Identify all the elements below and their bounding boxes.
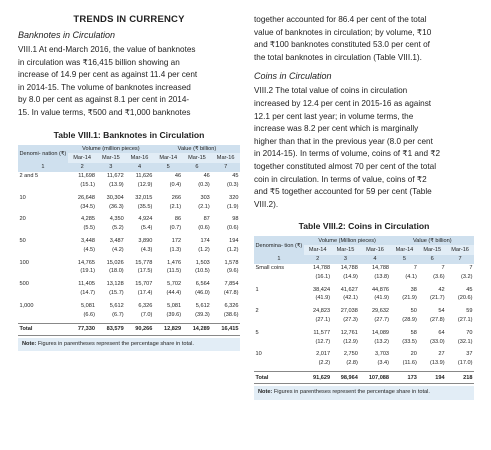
share-cell: (11.5) [166, 268, 182, 275]
share-cell: (3.2) [460, 273, 473, 280]
column-number: 7 [211, 163, 240, 172]
share-cell: (10.5) [195, 268, 210, 275]
value-header: Value (₹ billion) [154, 145, 240, 154]
table-cell: 64 [438, 329, 445, 336]
paragraph-continued [254, 14, 474, 64]
empty-cell [254, 359, 304, 368]
share-cell: (15.1) [80, 182, 95, 189]
share-cell: (11.6) [402, 360, 417, 367]
share-cell: (2.2) [318, 360, 331, 367]
para-line: together constituted almost 70 per cent of the total [254, 161, 437, 171]
note-text: Figures in parentheses represent the percentage share in total. [37, 340, 194, 347]
column-number: 1 [254, 255, 304, 264]
year-header: Mar-15 [332, 245, 360, 255]
table-cell: 194 [229, 238, 239, 245]
table-cell: 4,924 [138, 216, 153, 223]
table-cell: 24,823 [312, 308, 331, 315]
table-cell: 1,503 [195, 259, 210, 266]
table-cell: 45 [466, 286, 473, 293]
table-note [254, 386, 474, 400]
table-cell: 58 [410, 329, 417, 336]
share-cell: (3.4) [377, 360, 390, 367]
table-cell: 5,081 [167, 302, 182, 309]
table-cell: 7 [469, 265, 473, 271]
column-number: 2 [68, 163, 97, 172]
share-cell: (46.0) [195, 290, 210, 297]
table-share-row [254, 294, 474, 303]
share-cell: (32.1) [457, 338, 473, 345]
denomination-header: Denomi- nation (₹) [18, 145, 68, 164]
table-row [18, 301, 240, 310]
table-cell: 4,285 [80, 216, 95, 223]
column-number: 2 [304, 255, 332, 264]
share-cell: (0.6) [198, 225, 210, 232]
coins-table-body [254, 264, 474, 372]
share-cell: (39.3) [195, 311, 210, 318]
share-cell: (38.6) [223, 311, 239, 318]
share-cell: (12.9) [137, 182, 153, 189]
table-cell: 86 [174, 216, 182, 223]
table-cell: 27,038 [340, 308, 358, 315]
table-share-row [18, 224, 240, 233]
year-header: Mar-16 [359, 245, 390, 255]
table-cell: 5,612 [109, 302, 124, 309]
denomination-label: 50 [19, 238, 26, 245]
share-cell: (13.2) [374, 338, 390, 345]
total-cell: 98,964 [332, 372, 360, 384]
para-line: by 8.0 per cent as against 8.1 per cent in 2014- [18, 95, 190, 105]
table-cell: 11,626 [135, 173, 153, 180]
share-cell: (33.5) [402, 338, 417, 345]
table-cell: 5,702 [167, 281, 182, 288]
para-line: in circulation was ₹16,415 billion showing an [18, 57, 180, 67]
table-cell: 3,448 [80, 238, 95, 245]
table-row [18, 193, 240, 202]
table-cell: 32,015 [135, 194, 153, 201]
denomination-header: Denomina- tion (₹) [254, 236, 304, 255]
denomination-label: 2 [255, 308, 259, 315]
share-cell: (0.6) [226, 225, 239, 232]
table-cell: 14,765 [77, 259, 95, 266]
table-cell: 5,081 [80, 302, 95, 309]
share-cell: (33.0) [430, 338, 445, 345]
share-cell: (9.6) [226, 268, 239, 275]
table-cell: 46 [174, 173, 182, 180]
table-cell: 7,854 [224, 281, 239, 288]
share-cell: (16.1) [315, 273, 331, 280]
total-cell: 107,088 [359, 372, 390, 384]
share-cell: (6.7) [112, 311, 124, 318]
table-cell: 38,424 [312, 286, 331, 293]
table-share-row [18, 202, 240, 211]
column-number: 5 [154, 163, 183, 172]
para-line: in 2014-15). In terms of volume, coins of ₹1 and ₹2 [254, 149, 441, 159]
column-number-row [254, 255, 474, 264]
coins-table [254, 236, 474, 384]
paragraph-viii-2 [254, 85, 474, 211]
table-cell: 41,627 [340, 286, 358, 293]
table-cell: 20 [410, 351, 417, 358]
para-line: 12.1 per cent last year; in volume terms, the [254, 111, 414, 121]
table-cell: 15,707 [135, 281, 153, 288]
table-row [18, 172, 240, 181]
table-cell: 45 [232, 173, 239, 180]
table-row [254, 328, 474, 337]
share-cell: (17.0) [457, 360, 473, 367]
empty-cell [254, 337, 304, 346]
table-cell: 30,304 [106, 194, 124, 201]
table-cell: 7 [441, 265, 445, 271]
table-cell: 7 [413, 265, 417, 271]
table-cell: 1,578 [224, 259, 239, 266]
table-cell: 29,632 [371, 308, 390, 315]
total-cell: 91,629 [304, 372, 332, 384]
para-line: and ₹5 together accounted for 59 per cent (Table [254, 187, 432, 197]
table-cell: 4,350 [109, 216, 124, 223]
empty-cell [18, 246, 68, 255]
table-share-row [18, 181, 240, 190]
total-cell: 12,829 [154, 323, 183, 335]
table-header-row [18, 145, 240, 154]
section-title: TRENDS IN CURRENCY [73, 14, 185, 25]
table-cell: 38 [410, 286, 417, 293]
empty-cell [254, 316, 304, 325]
denomination-label: Small coins [255, 265, 285, 271]
table-share-row [18, 310, 240, 319]
share-cell: (4.3) [140, 246, 153, 253]
column-number: 6 [183, 163, 212, 172]
para-line: the total banknotes in circulation (Table VIII.1). [254, 52, 422, 62]
share-cell: (13.9) [109, 182, 124, 189]
para-line: and ₹100 banknotes constituted 53.0 per cent of [254, 40, 430, 50]
para-line: increase was 8.2 per cent which is marginally [254, 124, 419, 134]
empty-cell [254, 294, 304, 303]
share-cell: (15.7) [109, 290, 124, 297]
table-cell: 50 [410, 308, 417, 315]
table-share-row [254, 359, 474, 368]
value-header: Value (₹ billion) [391, 236, 474, 245]
share-cell: (6.6) [83, 311, 95, 318]
table-row [18, 280, 240, 289]
para-line: higher than that in the previous year (8.0 per cent [254, 136, 433, 146]
table-share-row [254, 316, 474, 325]
table-cell: 3,703 [375, 351, 390, 358]
table-row [254, 264, 474, 273]
share-cell: (27.8) [430, 316, 445, 323]
empty-cell [18, 289, 68, 298]
denomination-label: 100 [19, 259, 29, 266]
share-cell: (27.7) [374, 316, 390, 323]
denomination-label: 20 [19, 216, 26, 223]
denomination-label: 10 [255, 351, 262, 358]
column-number: 4 [359, 255, 390, 264]
share-cell: (3.6) [433, 273, 445, 280]
total-cell: 90,266 [125, 323, 154, 335]
para-line: increase of 14.9 per cent as against 11.4 per cent [18, 70, 198, 80]
share-cell: (4.2) [112, 246, 124, 253]
column-number: 6 [418, 255, 446, 264]
table-share-row [18, 246, 240, 255]
share-cell: (5.4) [140, 225, 153, 232]
share-cell: (19.1) [80, 268, 95, 275]
table-cell: 14,089 [371, 329, 390, 336]
column-number: 7 [446, 255, 474, 264]
table-row [254, 307, 474, 316]
share-cell: (5.2) [112, 225, 124, 232]
right-column [254, 0, 474, 400]
table-cell: 3,487 [109, 238, 124, 245]
share-cell: (27.3) [343, 316, 358, 323]
table-cell: 172 [171, 238, 182, 245]
year-header: Mar-14 [391, 245, 419, 255]
year-header: Mar-16 [125, 153, 154, 163]
table-cell: 303 [200, 194, 210, 201]
table-cell: 320 [229, 194, 239, 201]
table-cell: 70 [466, 329, 473, 336]
table-cell: 6,326 [224, 302, 239, 309]
share-cell: (0.3) [198, 182, 210, 189]
para-line: 15. In value terms, ₹500 and ₹1,000 banknotes [18, 107, 191, 117]
share-cell: (4.1) [405, 273, 417, 280]
year-header: Mar-14 [68, 153, 97, 163]
share-cell: (41.9) [374, 295, 390, 302]
total-cell: 83,579 [96, 323, 125, 335]
banknotes-table [18, 145, 240, 336]
empty-cell [18, 224, 68, 233]
note-label: Note: [22, 340, 37, 347]
banknotes-table-body [18, 172, 240, 324]
table-share-row [254, 337, 474, 346]
total-cell: 16,415 [211, 323, 240, 335]
left-column [18, 0, 240, 351]
table-cell: 27 [438, 351, 445, 358]
share-cell: (36.3) [109, 203, 124, 210]
share-cell: (44.4) [166, 290, 182, 297]
year-header: Mar-16 [211, 153, 240, 163]
table-cell: 11,672 [106, 173, 124, 180]
denomination-label: 1 [255, 286, 259, 293]
table-cell: 13,128 [106, 281, 124, 288]
share-cell: (14.9) [343, 273, 358, 280]
volume-header: Volume (million pieces) [68, 145, 154, 154]
note-text: Figures in parentheses represent the percentage share in total. [273, 389, 430, 396]
table-cell: 6,564 [195, 281, 210, 288]
coins-subhead: Coins in Circulation [254, 71, 332, 82]
share-cell: (4.5) [83, 246, 95, 253]
para-line: increased by 12.4 per cent in 2015-16 as against [254, 98, 432, 108]
table-cell: 26,648 [77, 194, 95, 201]
denomination-label: 10 [19, 194, 26, 201]
denomination-label: 5 [255, 329, 259, 336]
table-share-row [254, 273, 474, 282]
table-row [18, 215, 240, 224]
table-cell: 59 [466, 308, 473, 315]
table-row [18, 258, 240, 267]
share-cell: (42.1) [343, 295, 358, 302]
table-cell: 15,778 [135, 259, 153, 266]
share-cell: (35.5) [137, 203, 153, 210]
share-cell: (0.4) [169, 182, 182, 189]
table-cell: 3,890 [138, 238, 153, 245]
table-cell: 266 [171, 194, 182, 201]
share-cell: (7.0) [140, 311, 153, 318]
total-cell: 218 [446, 372, 474, 384]
column-number: 3 [332, 255, 360, 264]
share-cell: (14.7) [80, 290, 95, 297]
table-cell: 46 [203, 173, 210, 180]
table-cell: 11,405 [78, 281, 95, 288]
column-number-row [18, 163, 240, 172]
total-cell: 173 [391, 372, 419, 384]
share-cell: (5.5) [83, 225, 95, 232]
total-cell: 77,330 [68, 323, 97, 335]
share-cell: (13.9) [430, 360, 445, 367]
table-header-row [254, 236, 474, 245]
table-cell: 42 [438, 286, 445, 293]
share-cell: (21.9) [402, 295, 417, 302]
share-cell: (47.8) [223, 290, 239, 297]
para-line: VIII.2 The total value of coins in circulation [254, 86, 408, 96]
total-label: Total [254, 372, 304, 384]
para-line: in 2014-15. The volume of banknotes increased [18, 82, 191, 92]
share-cell: (27.1) [457, 316, 473, 323]
table-cell: 14,788 [312, 265, 331, 271]
share-cell: (2.1) [198, 203, 210, 210]
share-cell: (28.9) [402, 316, 417, 323]
table-share-row [18, 267, 240, 276]
volume-header: Volume (Million pieces) [304, 236, 391, 245]
denomination-label: 2 and 5 [19, 173, 39, 180]
denomination-label: 500 [19, 281, 29, 288]
denomination-label: 1,000 [19, 302, 34, 309]
table-cell: 11,698 [78, 173, 95, 180]
share-cell: (1.9) [226, 203, 239, 210]
table-cell: 1,476 [167, 259, 182, 266]
share-cell: (18.0) [109, 268, 124, 275]
table-cell: 174 [200, 238, 210, 245]
empty-cell [254, 273, 304, 282]
share-cell: (2.1) [169, 203, 182, 210]
share-cell: (13.8) [374, 273, 390, 280]
total-cell: 14,289 [183, 323, 212, 335]
share-cell: (21.7) [430, 295, 445, 302]
share-cell: (17.5) [137, 268, 153, 275]
para-line: together accounted for 86.4 per cent of the total [254, 15, 427, 24]
para-line: VIII.1 At end-March 2016, the value of banknotes [18, 45, 196, 54]
paragraph-viii-1 [18, 44, 240, 120]
note-label: Note: [258, 389, 273, 396]
empty-cell [18, 181, 68, 190]
table-share-row [18, 289, 240, 298]
column-number: 1 [18, 163, 68, 172]
table-cell: 37 [466, 351, 473, 358]
share-cell: (12.7) [315, 338, 331, 345]
table-total-row [18, 323, 240, 335]
table-row [254, 285, 474, 294]
table-cell: 2,750 [343, 351, 358, 358]
total-label: Total [18, 323, 68, 335]
table-note [18, 338, 240, 352]
table-cell: 11,577 [313, 329, 331, 336]
para-line: coin in circulation. In terms of value, coins of ₹2 [254, 174, 427, 184]
empty-cell [18, 310, 68, 319]
share-cell: (0.7) [169, 225, 182, 232]
share-cell: (1.2) [226, 246, 239, 253]
table-cell: 5,612 [195, 302, 210, 309]
year-header: Mar-14 [154, 153, 183, 163]
share-cell: (34.5) [80, 203, 95, 210]
table-row [254, 350, 474, 359]
year-header: Mar-16 [446, 245, 474, 255]
year-header: Mar-15 [418, 245, 446, 255]
column-number: 3 [96, 163, 125, 172]
share-cell: (17.4) [137, 290, 153, 297]
table-cell: 87 [203, 216, 210, 223]
banknotes-subhead: Banknotes in Circulation [18, 30, 116, 40]
table-cell: 14,788 [340, 265, 358, 271]
table-total-row [254, 372, 474, 384]
table-cell: 14,788 [371, 265, 390, 271]
table-cell: 12,761 [340, 329, 358, 336]
table-cell: 44,876 [371, 286, 390, 293]
year-header: Mar-14 [304, 245, 332, 255]
share-cell: (0.3) [226, 182, 239, 189]
share-cell: (27.1) [315, 316, 331, 323]
year-header: Mar-15 [96, 153, 125, 163]
total-cell: 194 [418, 372, 446, 384]
column-number: 4 [125, 163, 154, 172]
table-row [18, 237, 240, 246]
share-cell: (2.8) [346, 360, 358, 367]
table-cell: 98 [232, 216, 239, 223]
empty-cell [18, 202, 68, 211]
para-line: VIII.2). [254, 199, 279, 209]
column-number: 5 [391, 255, 419, 264]
table-viii-1-title: Table VIII.1: Banknotes in Circulation [53, 129, 205, 140]
table-cell: 6,326 [138, 302, 153, 309]
share-cell: (1.2) [198, 246, 210, 253]
para-line: value of banknotes in circulation; by volume, ₹10 [254, 27, 432, 37]
table-cell: 54 [438, 308, 445, 315]
empty-cell [18, 267, 68, 276]
share-cell: (41.9) [315, 295, 331, 302]
year-header: Mar-15 [183, 153, 212, 163]
table-cell: 15,026 [106, 259, 124, 266]
table-viii-2-title: Table VIII.2: Coins in Circulation [298, 221, 430, 232]
share-cell: (39.6) [166, 311, 182, 318]
share-cell: (12.9) [343, 338, 358, 345]
table-cell: 2,017 [316, 351, 331, 358]
share-cell: (1.3) [169, 246, 182, 253]
share-cell: (20.6) [457, 295, 473, 302]
